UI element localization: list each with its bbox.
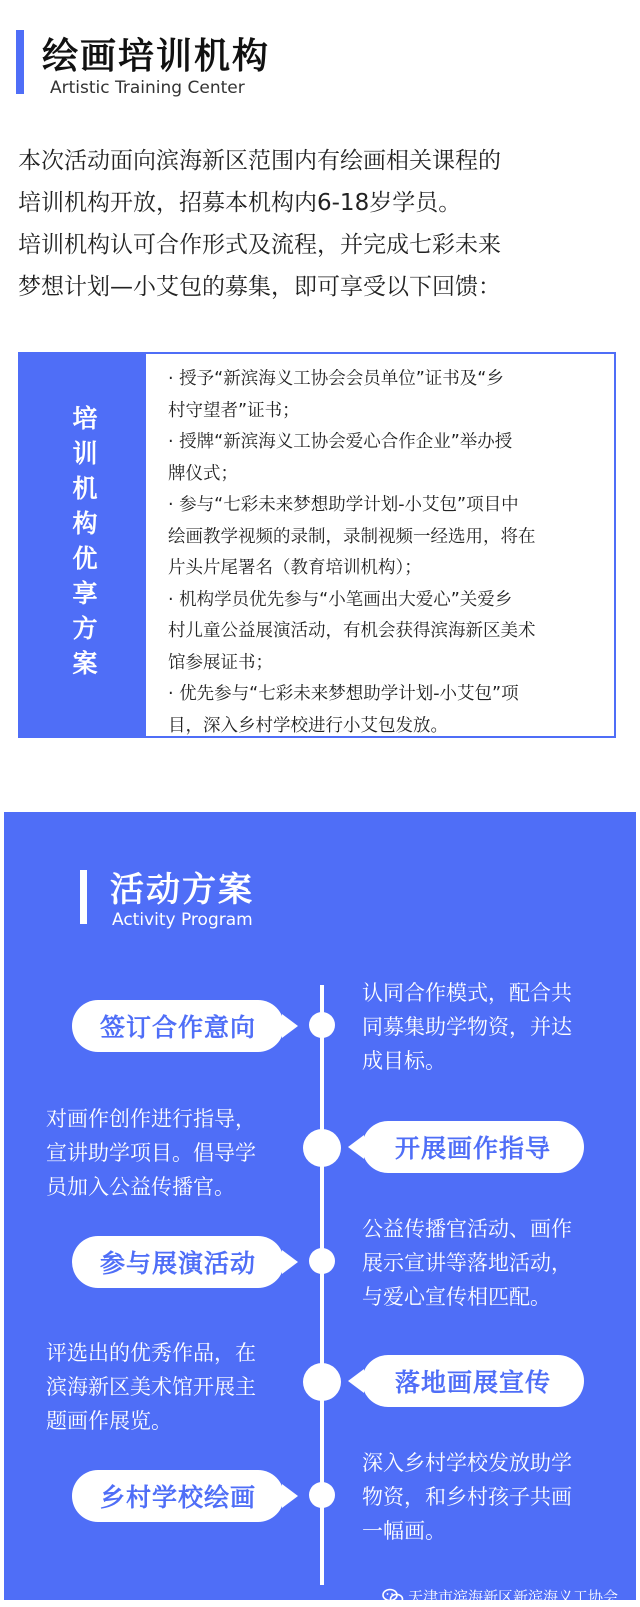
benefit-line: 绘画教学视频的录制，录制视频一经选用，将在	[168, 526, 536, 547]
desc-line: 同募集助学物资，并达	[362, 1015, 572, 1039]
title-accent-bar	[16, 30, 24, 94]
page-subtitle: Artistic Training Center	[50, 78, 245, 98]
timeline-node	[309, 1248, 335, 1274]
benefit-line: 馆参展证书；	[168, 652, 273, 673]
timeline-node	[309, 1012, 335, 1038]
benefit-line: 牌仪式；	[168, 463, 238, 484]
step-5-desc	[362, 1446, 612, 1548]
desc-line: 员加入公益传播官。	[46, 1175, 235, 1199]
desc-line: 与爱心宣传相匹配。	[362, 1285, 551, 1309]
activity-title: 活动方案	[110, 870, 254, 910]
timeline-node	[303, 1363, 341, 1401]
desc-line: 一幅画。	[362, 1519, 446, 1543]
desc-line: 物资，和乡村孩子共画	[362, 1485, 572, 1509]
step-2-desc	[46, 1102, 296, 1204]
step-1-pill: 签订合作意向	[72, 1000, 284, 1052]
step-2-pill: 开展画作指导	[362, 1121, 584, 1173]
desc-line: 成目标。	[362, 1049, 446, 1073]
intro-line: 本次活动面向滨海新区范围内有绘画相关课程的	[18, 148, 501, 174]
desc-line: 对画作创作进行指导，	[46, 1107, 256, 1131]
wechat-icon	[382, 1588, 404, 1606]
activity-subtitle: Activity Program	[112, 910, 253, 930]
benefit-line: · 优先参与“七彩未来梦想助学计划-小艾包”项	[168, 684, 519, 704]
step-4-desc	[46, 1336, 296, 1438]
step-4-pill: 落地画展宣传	[362, 1355, 584, 1407]
benefit-line: · 机构学员优先参与“小笔画出大爱心”关爱乡	[168, 589, 513, 610]
desc-line: 题画作展览。	[46, 1409, 172, 1433]
benefit-line: 片头片尾署名（教育培训机构）；	[168, 558, 422, 578]
intro-line: 梦想计划—小艾包的募集，即可享受以下回馈：	[18, 274, 501, 300]
page-title: 绘画培训机构	[42, 36, 271, 77]
desc-line: 评选出的优秀作品，在	[46, 1341, 256, 1365]
desc-line: 深入乡村学校发放助学	[362, 1451, 572, 1475]
footer-text: 天津市滨海新区新滨海义工协会	[407, 1588, 618, 1606]
benefit-line: · 授牌“新滨海义工协会爱心合作企业”举办授	[168, 432, 513, 452]
desc-line: 滨海新区美术馆开展主	[46, 1375, 256, 1399]
benefit-list	[168, 364, 598, 742]
benefit-line: 村儿童公益展演活动，有机会获得滨海新区美术	[168, 621, 536, 641]
intro-line: 培训机构开放，招募本机构内6-18岁学员。	[18, 190, 462, 216]
benefit-line: 村守望者”证书；	[168, 400, 300, 421]
benefit-side-panel	[20, 354, 146, 736]
benefit-line: · 授予“新滨海义工协会会员单位”证书及“乡	[168, 369, 504, 389]
step-1-desc	[362, 976, 612, 1078]
desc-line: 公益传播官活动、画作	[362, 1217, 572, 1241]
footer-watermark	[382, 1586, 618, 1607]
desc-line: 宣讲助学项目。倡导学	[46, 1141, 256, 1165]
step-3-desc	[362, 1212, 612, 1314]
activity-accent-bar	[80, 870, 87, 924]
intro-line: 培训机构认可合作形式及流程，并完成七彩未来	[18, 232, 501, 258]
benefit-line: 目，深入乡村学校进行小艾包发放。	[168, 715, 448, 736]
desc-line: 认同合作模式，配合共	[362, 981, 572, 1005]
benefit-box	[18, 352, 616, 738]
step-5-pill: 乡村学校绘画	[72, 1470, 284, 1522]
intro-paragraph	[18, 140, 618, 308]
benefit-line: · 参与“七彩未来梦想助学计划-小艾包”项目中	[168, 495, 519, 515]
benefit-side-label: 培训机构优享方案	[69, 405, 98, 685]
desc-line: 展示宣讲等落地活动，	[362, 1251, 572, 1275]
timeline-node	[309, 1482, 335, 1508]
step-3-pill: 参与展演活动	[72, 1236, 284, 1288]
timeline-node	[303, 1129, 341, 1167]
